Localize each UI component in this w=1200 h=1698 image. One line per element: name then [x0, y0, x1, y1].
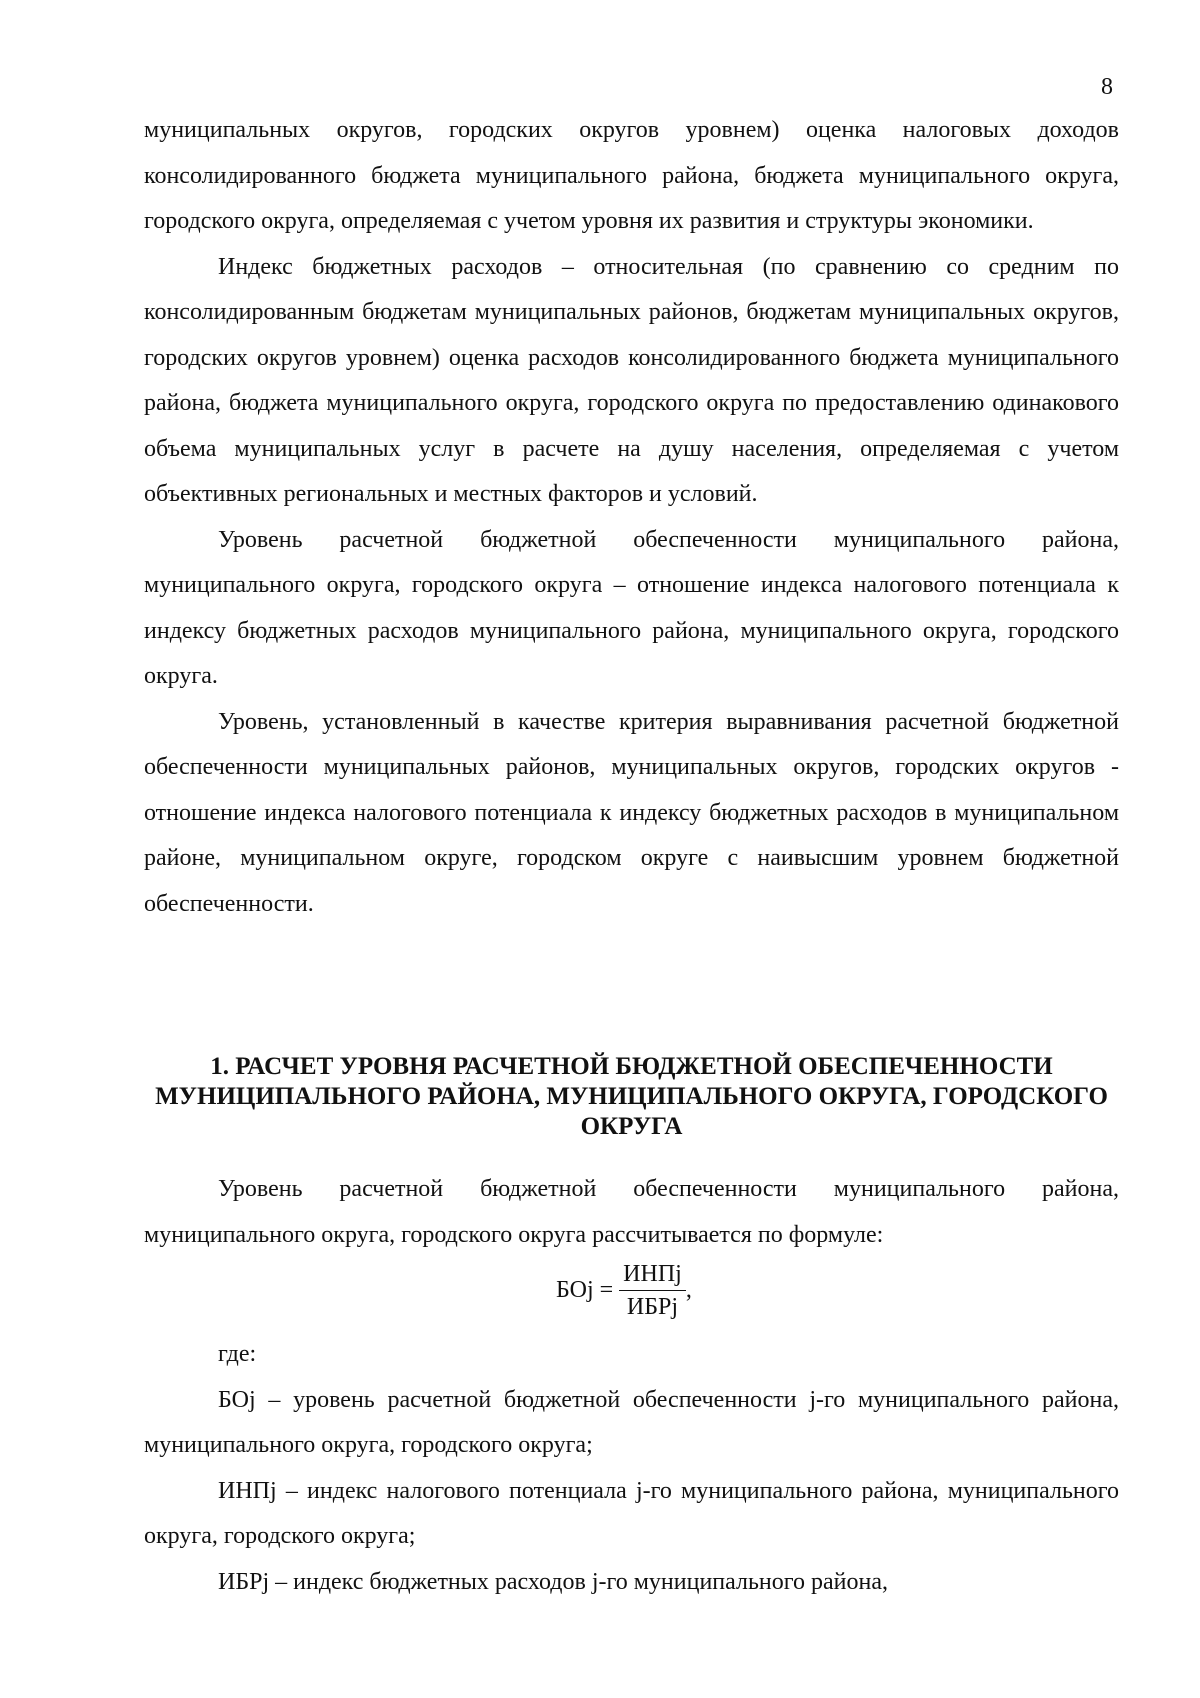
- definition-ibr: ИБРj – индекс бюджетных расходов j-го муниципального района,: [218, 1568, 889, 1595]
- formula-intro-paragraph: Уровень расчетной бюджетной обеспеченности муниципального района, муниципального округа, городского округа рассчитывается по формуле:: [144, 1176, 1119, 1248]
- paragraph-budget-sufficiency-level: Уровень расчетной бюджетной обеспеченности муниципального района, муниципального округа, городского округа – отношение индекса налогового потенциала к индексу бюджетных расходов муниципального района, муниципального округа, городского округа.: [144, 526, 1119, 689]
- section-heading: 1. РАСЧЕТ УРОВНЯ РАСЧЕТНОЙ БЮДЖЕТНОЙ ОБЕСПЕЧЕННОСТИ МУНИЦИПАЛЬНОГО РАЙОНА, МУНИЦИПАЛЬНОГО ОКРУГА, ГОРОДСКОГО ОКРУГА: [155, 1053, 1108, 1140]
- paragraph-continued: муниципальных округов, городских округов уровнем) оценка налоговых доходов консолидированного бюджета муниципального района, бюджета муниципального округа, городского округа, определяемая с учетом уровня их развития и структуры экономики.: [144, 117, 1119, 234]
- section-intro: [144, 1167, 1119, 1258]
- paragraph-equalization-criterion: Уровень, установленный в качестве критерия выравнивания расчетной бюджетной обеспеченности муниципальных районов, муниципальных округов, городских округов - отношение индекса налогового потенциала к индексу бюджетных расходов в муниципальном районе, муниципальном округе, городском округе с наивысшим уровнем бюджетной обеспеченности.: [144, 708, 1119, 917]
- definition-bo: БОj – уровень расчетной бюджетной обеспеченности j-го муниципального района, муниципального округа, городского округа;: [144, 1386, 1119, 1458]
- where-label: где:: [218, 1341, 257, 1367]
- page-number: 8: [1101, 74, 1113, 100]
- definition-inp: ИНПj – индекс налогового потенциала j-го муниципального района, муниципального округа, городского округа;: [144, 1477, 1119, 1549]
- definitions-block: [144, 1332, 1119, 1605]
- paragraph-budget-expenditure-index: Индекс бюджетных расходов – относительная (по сравнению со средним по консолидированным бюджетам муниципальных районов, бюджетам муниципальных округов, городских округов уровнем) оценка расходов консолидированного бюджета муниципального района, бюджета муниципального округа, городского округа по предоставлению одинакового объема муниципальных услуг в расчете на душу населения, определяемая с учетом объективных региональных и местных факторов и условий.: [144, 253, 1119, 507]
- sufficiency-formula: [556, 1260, 692, 1321]
- formula-numerator: ИНПj: [619, 1260, 686, 1291]
- formula-denominator: ИБРj: [626, 1294, 679, 1320]
- formula-fraction: [619, 1260, 686, 1321]
- intro-text: [144, 108, 1119, 927]
- formula-lhs: БОj =: [556, 1277, 614, 1303]
- formula-trailing: ,: [685, 1277, 692, 1303]
